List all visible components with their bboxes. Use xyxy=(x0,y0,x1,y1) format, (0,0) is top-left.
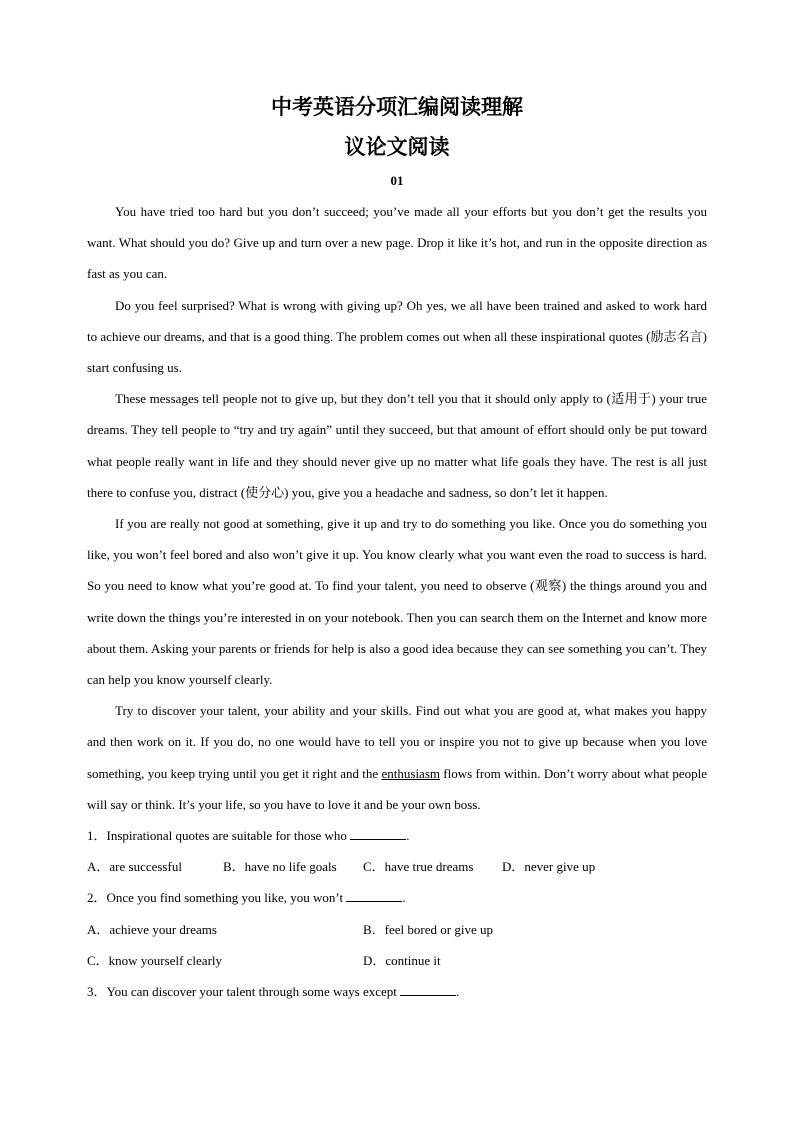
paragraph-5-text-end: flows from within. Don’t worry about what people will say or think. It’s your life, so you have to love it and be your own boss. xyxy=(87,765,708,812)
question-2-options-row-2 xyxy=(87,945,707,976)
answer-blank xyxy=(350,827,406,840)
document-page xyxy=(87,92,707,1007)
question-2-end: . xyxy=(402,890,406,906)
question-1-options xyxy=(87,851,707,882)
passage-paragraph-2: Do you feel surprised? What is wrong with giving up? Oh yes, we all have been trained and asked to work hard to achieve our dreams, and that is a good thing. The problem comes out when all these inspirational quotes (励志名言) start confusing us. xyxy=(87,297,707,376)
question-2-option-b: B．feel bored or give up xyxy=(363,921,493,937)
answer-blank xyxy=(346,889,402,902)
document-subtitle: 议论文阅读 xyxy=(344,135,450,159)
paragraph-5-text-start: Try to discover your talent, your ability and your skills. Find out what you are good at, what makes you happy and then work on it. If you do, no one would have to tell you or inspire you not to give up because when you love something, you keep trying until you get it right and the xyxy=(87,703,707,781)
question-2-stem: 2．Once you find something you like, you won’t xyxy=(87,890,347,906)
question-1-option-a: A．are successful xyxy=(87,859,182,875)
question-2-option-d: D．continue it xyxy=(363,952,441,968)
question-3 xyxy=(87,976,707,1007)
answer-blank xyxy=(400,983,456,996)
passage-paragraph-5 xyxy=(87,695,707,820)
question-1-option-b: B．have no life goals xyxy=(223,859,337,875)
document-title: 中考英语分项汇编阅读理解 xyxy=(271,95,523,119)
underlined-word: enthusiasm xyxy=(381,765,440,781)
question-3-stem: 3．You can discover your talent through some ways except xyxy=(87,984,401,1000)
question-2-option-a: A．achieve your dreams xyxy=(87,921,217,937)
section-number: 01 xyxy=(390,173,404,188)
passage-paragraph-4: If you are really not good at something, give it up and try to do something you like. Once you do something you like, you won’t feel bored and also won’t give it up. You know clearly what you want even the road to success is hard. So you need to know what you’re good at. To find your talent, you need to observe (观察) the things around you and write down the things you’re interested in on your notebook. Then you can search them on the Internet and know more about them. Asking your parents or friends for help is also a good idea because they can see something you can’t. They can help you know yourself clearly. xyxy=(87,516,707,688)
question-1 xyxy=(87,820,707,851)
question-1-option-c: C．have true dreams xyxy=(363,859,474,875)
passage-paragraph-1: You have tried too hard but you don’t succeed; you’ve made all your efforts but you don’t get the results you want. What should you do? Give up and turn over a new page. Drop it like it’s hot, and run in the opposite direction as fast as you can. xyxy=(87,204,707,282)
passage-paragraph-3: These messages tell people not to give up, but they don’t tell you that it should only apply to (适用于) your true dreams. They tell people to “try and try again” until they succeed, but that amount of effort should only be put toward what people really want in life and they should never give up no matter what life goals they have. The rest is all just there to confuse you, distract (使分心) you, give you a headache and sadness, so don’t let it happen. xyxy=(87,391,707,500)
question-1-end: . xyxy=(406,828,410,844)
question-2-option-c: C．know yourself clearly xyxy=(87,952,223,968)
question-2 xyxy=(87,882,707,913)
question-3-end: . xyxy=(456,984,460,1000)
question-1-stem: 1．Inspirational quotes are suitable for those who xyxy=(87,828,351,844)
question-2-options-row-1 xyxy=(87,914,707,945)
question-1-option-d: D．never give up xyxy=(502,859,596,875)
